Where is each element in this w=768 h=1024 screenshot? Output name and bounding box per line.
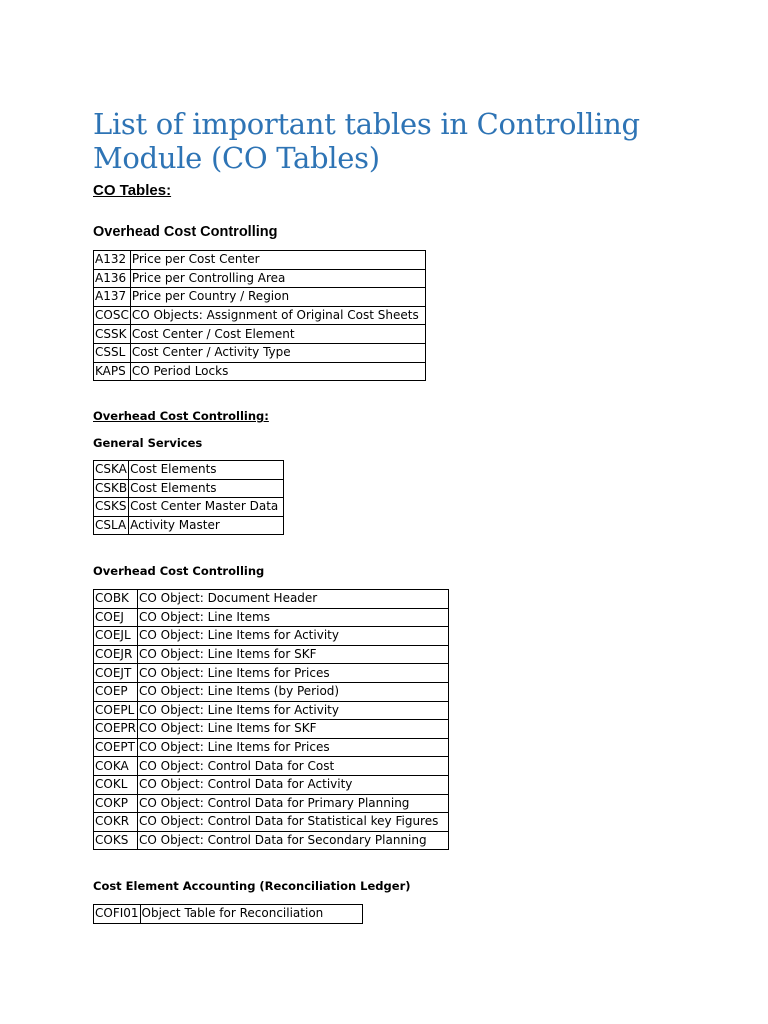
table-code-cell: COKL — [94, 775, 138, 794]
table-code-cell: COEPT — [94, 738, 138, 757]
table-row — [94, 325, 426, 344]
table-code-cell: COKR — [94, 813, 138, 832]
table-description-cell: CO Period Locks — [130, 362, 425, 381]
table-row — [94, 516, 284, 535]
table-description-cell: CO Object: Control Data for Primary Planning — [137, 794, 448, 813]
table-description-cell: CO Object: Control Data for Activity — [137, 775, 448, 794]
table-row — [94, 664, 449, 683]
table-row — [94, 645, 449, 664]
table-description-cell: CO Object: Line Items for SKF — [137, 645, 448, 664]
table-description-cell: CO Object: Control Data for Cost — [137, 757, 448, 776]
table-code-cell: COKS — [94, 831, 138, 850]
table-description-cell: CO Object: Line Items for Activity — [137, 701, 448, 720]
table-description-cell: CO Objects: Assignment of Original Cost Sheets — [130, 306, 425, 325]
table-row — [94, 720, 449, 739]
page-title: List of important tables in Controlling Module (CO Tables) — [93, 107, 640, 175]
table-row — [94, 627, 449, 646]
table-row — [94, 343, 426, 362]
table-code-cell: COEJL — [94, 627, 138, 646]
section1-heading: Overhead Cost Controlling — [93, 224, 278, 240]
table-row — [94, 498, 284, 517]
table-code-cell: CSLA — [94, 516, 129, 535]
table-row — [94, 701, 449, 720]
table-description-cell: CO Object: Control Data for Statistical key Figures — [137, 813, 448, 832]
table-row — [94, 461, 284, 480]
section3-table — [93, 589, 449, 850]
section2-subheading: General Services — [93, 436, 203, 450]
table-row — [94, 269, 426, 288]
section4-heading: Cost Element Accounting (Reconciliation Ledger) — [93, 879, 411, 893]
table-code-cell: COEPR — [94, 720, 138, 739]
table-code-cell: KAPS — [94, 362, 131, 381]
table-row — [94, 757, 449, 776]
table-row — [94, 813, 449, 832]
table-code-cell: A132 — [94, 251, 131, 270]
table-row — [94, 738, 449, 757]
table-description-cell: Cost Elements — [129, 479, 284, 498]
table-row — [94, 608, 449, 627]
table-code-cell: COKA — [94, 757, 138, 776]
section2-table — [93, 460, 284, 535]
table-description-cell: CO Object: Line Items for Activity — [137, 627, 448, 646]
table-description-cell: CO Object: Line Items (by Period) — [137, 682, 448, 701]
table-code-cell: CSSL — [94, 343, 131, 362]
table-row — [94, 831, 449, 850]
table-row — [94, 794, 449, 813]
table-description-cell: Price per Cost Center — [130, 251, 425, 270]
table-description-cell: Object Table for Reconciliation — [140, 905, 362, 924]
table-code-cell: CSKS — [94, 498, 129, 517]
table-row — [94, 682, 449, 701]
table-code-cell: COFI01 — [94, 905, 141, 924]
section4-table — [93, 904, 363, 924]
section3-heading: Overhead Cost Controlling — [93, 564, 265, 578]
table-row — [94, 479, 284, 498]
table-row — [94, 362, 426, 381]
section2-heading: Overhead Cost Controlling: — [93, 409, 269, 423]
table-code-cell: A136 — [94, 269, 131, 288]
section4-table-body — [94, 905, 363, 924]
table-row — [94, 306, 426, 325]
table-description-cell: Cost Elements — [129, 461, 284, 480]
table-code-cell: A137 — [94, 288, 131, 307]
table-row — [94, 775, 449, 794]
section1-table-body — [94, 251, 426, 381]
table-description-cell: CO Object: Control Data for Secondary Planning — [137, 831, 448, 850]
section2-table-body — [94, 461, 284, 535]
table-code-cell: COEPL — [94, 701, 138, 720]
table-description-cell: CO Object: Document Header — [137, 590, 448, 609]
table-description-cell: CO Object: Line Items for Prices — [137, 738, 448, 757]
table-code-cell: COSC — [94, 306, 131, 325]
table-description-cell: Price per Country / Region — [130, 288, 425, 307]
table-row — [94, 251, 426, 270]
table-code-cell: CSKB — [94, 479, 129, 498]
table-code-cell: CSKA — [94, 461, 129, 480]
table-code-cell: COEJ — [94, 608, 138, 627]
table-code-cell: COEP — [94, 682, 138, 701]
table-row — [94, 905, 363, 924]
table-description-cell: Cost Center Master Data — [129, 498, 284, 517]
table-description-cell: CO Object: Line Items — [137, 608, 448, 627]
table-code-cell: COEJR — [94, 645, 138, 664]
table-description-cell: Cost Center / Cost Element — [130, 325, 425, 344]
table-code-cell: COKP — [94, 794, 138, 813]
section1-table — [93, 250, 426, 381]
table-row — [94, 288, 426, 307]
table-description-cell: Cost Center / Activity Type — [130, 343, 425, 362]
table-description-cell: Price per Controlling Area — [130, 269, 425, 288]
table-code-cell: COBK — [94, 590, 138, 609]
table-description-cell: Activity Master — [129, 516, 284, 535]
co-tables-heading: CO Tables: — [93, 182, 172, 199]
table-code-cell: CSSK — [94, 325, 131, 344]
section3-table-body — [94, 590, 449, 850]
table-code-cell: COEJT — [94, 664, 138, 683]
table-row — [94, 590, 449, 609]
table-description-cell: CO Object: Line Items for Prices — [137, 664, 448, 683]
table-description-cell: CO Object: Line Items for SKF — [137, 720, 448, 739]
